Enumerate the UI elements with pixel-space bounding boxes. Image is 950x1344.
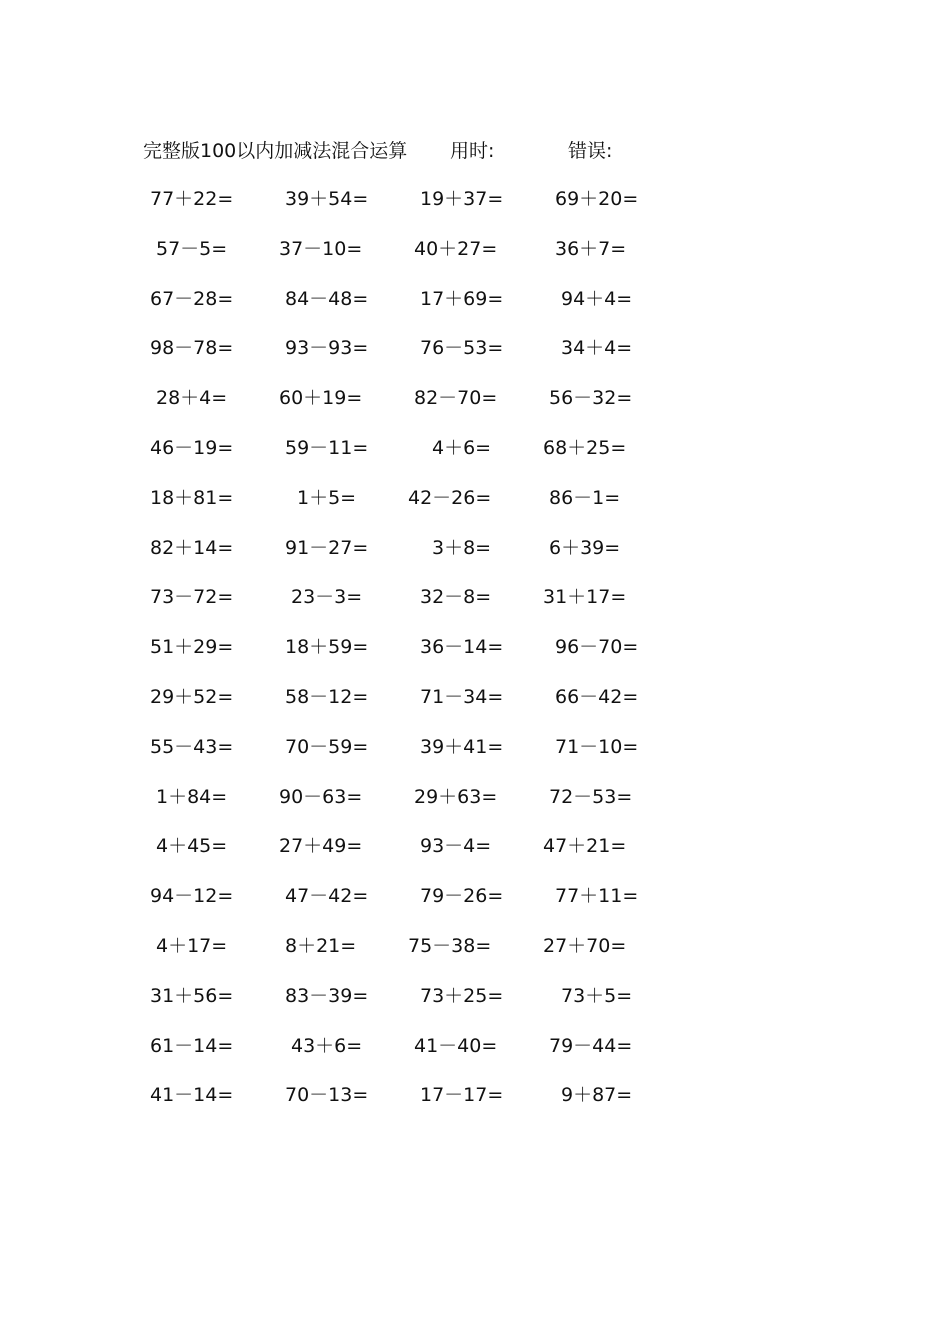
errors-label: 错误: bbox=[568, 140, 613, 162]
problem-cell: 17－17= bbox=[420, 1084, 504, 1107]
problem-row bbox=[140, 531, 660, 581]
problem-row bbox=[140, 331, 660, 381]
problem-cell: 47－42= bbox=[285, 885, 369, 908]
problem-cell: 27＋70= bbox=[543, 934, 627, 957]
problem-cell: 8＋21= bbox=[285, 934, 357, 957]
problem-cell: 70－13= bbox=[285, 1084, 369, 1107]
problem-cell: 19＋37= bbox=[420, 188, 504, 210]
problem-cell: 86－1= bbox=[549, 486, 621, 509]
problem-cell: 73－72= bbox=[150, 586, 234, 609]
problem-cell: 93－93= bbox=[285, 337, 369, 360]
problem-cell: 41－14= bbox=[150, 1084, 234, 1107]
problem-cell: 51＋29= bbox=[150, 636, 234, 659]
problem-cell: 98－78= bbox=[150, 337, 234, 360]
problem-row bbox=[140, 780, 660, 830]
problem-row bbox=[140, 431, 660, 481]
problem-cell: 75－38= bbox=[408, 934, 492, 957]
problem-cell: 18＋59= bbox=[285, 636, 369, 659]
problem-row bbox=[140, 232, 660, 282]
problem-row bbox=[140, 730, 660, 780]
problem-row bbox=[140, 979, 660, 1029]
problem-row bbox=[140, 630, 660, 680]
problem-cell: 77＋11= bbox=[555, 885, 639, 908]
problem-cell: 83－39= bbox=[285, 984, 369, 1007]
problem-cell: 73＋5= bbox=[561, 984, 633, 1007]
problem-cell: 40＋27= bbox=[414, 237, 498, 260]
problem-cell: 36－14= bbox=[420, 636, 504, 659]
problem-cell: 79－26= bbox=[420, 885, 504, 908]
problem-row bbox=[140, 1029, 660, 1079]
problem-cell: 47＋21= bbox=[543, 835, 627, 858]
problem-cell: 9＋87= bbox=[561, 1084, 633, 1107]
problem-row bbox=[140, 381, 660, 431]
problem-cell: 61－14= bbox=[150, 1034, 234, 1057]
problem-row bbox=[140, 282, 660, 332]
problem-cell: 94＋4= bbox=[561, 287, 633, 310]
problem-row bbox=[140, 929, 660, 979]
problem-cell: 4＋17= bbox=[156, 934, 228, 957]
problem-cell: 57－5= bbox=[156, 237, 228, 260]
problem-cell: 96－70= bbox=[555, 636, 639, 659]
problem-cell: 73＋25= bbox=[420, 984, 504, 1007]
problem-cell: 1＋84= bbox=[156, 785, 228, 808]
problem-cell: 71－10= bbox=[555, 735, 639, 758]
problem-row bbox=[140, 1078, 660, 1128]
problem-cell: 1＋5= bbox=[297, 486, 357, 509]
problem-cell: 32－8= bbox=[420, 586, 492, 609]
problem-cell: 55－43= bbox=[150, 735, 234, 758]
problem-cell: 23－3= bbox=[291, 586, 363, 609]
problem-cell: 31＋17= bbox=[543, 586, 627, 609]
problem-cell: 27＋49= bbox=[279, 835, 363, 858]
problem-cell: 71－34= bbox=[420, 685, 504, 708]
problem-cell: 28＋4= bbox=[156, 387, 228, 410]
problem-cell: 31＋56= bbox=[150, 984, 234, 1007]
problem-cell: 79－44= bbox=[549, 1034, 633, 1057]
problem-cell: 68＋25= bbox=[543, 436, 627, 459]
problem-cell: 72－53= bbox=[549, 785, 633, 808]
problem-cell: 46－19= bbox=[150, 436, 234, 459]
problem-cell: 82＋14= bbox=[150, 536, 234, 559]
problem-cell: 39＋41= bbox=[420, 735, 504, 758]
problem-row bbox=[140, 580, 660, 630]
problem-row bbox=[140, 182, 660, 232]
time-label: 用时: bbox=[450, 140, 495, 162]
problem-cell: 76－53= bbox=[420, 337, 504, 360]
problem-cell: 66－42= bbox=[555, 685, 639, 708]
problem-cell: 36＋7= bbox=[555, 237, 627, 260]
problem-cell: 43＋6= bbox=[291, 1034, 363, 1057]
problem-cell: 6＋39= bbox=[549, 536, 621, 559]
problem-cell: 69＋20= bbox=[555, 188, 639, 210]
worksheet-header bbox=[143, 136, 663, 166]
problem-grid bbox=[140, 182, 660, 1128]
problem-row bbox=[140, 829, 660, 879]
problem-cell: 41－40= bbox=[414, 1034, 498, 1057]
problem-cell: 39＋54= bbox=[285, 188, 369, 210]
problem-cell: 58－12= bbox=[285, 685, 369, 708]
problem-cell: 67－28= bbox=[150, 287, 234, 310]
problem-cell: 77＋22= bbox=[150, 188, 234, 210]
problem-row bbox=[140, 879, 660, 929]
problem-cell: 93－4= bbox=[420, 835, 492, 858]
problem-cell: 56－32= bbox=[549, 387, 633, 410]
problem-cell: 4＋45= bbox=[156, 835, 228, 858]
problem-cell: 60＋19= bbox=[279, 387, 363, 410]
problem-cell: 42－26= bbox=[408, 486, 492, 509]
problem-cell: 90－63= bbox=[279, 785, 363, 808]
problem-cell: 4＋6= bbox=[432, 436, 492, 459]
problem-cell: 84－48= bbox=[285, 287, 369, 310]
problem-cell: 29＋52= bbox=[150, 685, 234, 708]
problem-cell: 94－12= bbox=[150, 885, 234, 908]
problem-cell: 70－59= bbox=[285, 735, 369, 758]
problem-cell: 59－11= bbox=[285, 436, 369, 459]
problem-cell: 17＋69= bbox=[420, 287, 504, 310]
problem-cell: 37－10= bbox=[279, 237, 363, 260]
problem-cell: 91－27= bbox=[285, 536, 369, 559]
problem-row bbox=[140, 481, 660, 531]
problem-cell: 18＋81= bbox=[150, 486, 234, 509]
problem-cell: 29＋63= bbox=[414, 785, 498, 808]
problem-row bbox=[140, 680, 660, 730]
worksheet-title: 完整版100以内加减法混合运算 bbox=[143, 140, 408, 162]
problem-cell: 34＋4= bbox=[561, 337, 633, 360]
problem-cell: 3＋8= bbox=[432, 536, 492, 559]
problem-cell: 82－70= bbox=[414, 387, 498, 410]
